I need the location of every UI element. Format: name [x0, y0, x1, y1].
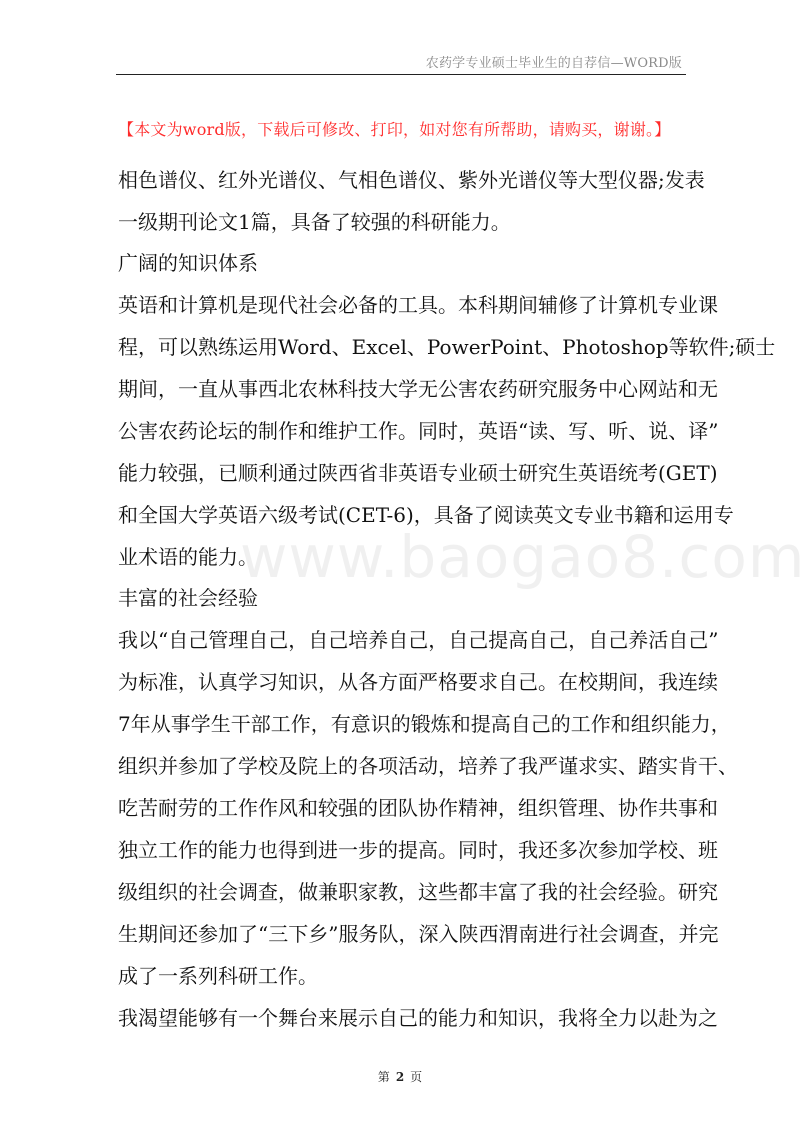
body-line: 生期间还参加了“三下乡”服务队，深入陕西渭南进行社会调查，并完 — [118, 922, 719, 946]
body-line: 能力较强，已顺利通过陕西省非英语专业硕士研究生英语统考(GET) — [118, 461, 718, 485]
body-line: 我以“自己管理自己，自己培养自己，自己提高自己，自己养活自己” — [118, 628, 719, 652]
body-line: 7年从事学生干部工作，有意识的锻炼和提高自己的工作和组织能力， — [118, 712, 731, 736]
body-line: 相色谱仪、红外光谱仪、气相色谱仪、紫外光谱仪等大型仪器;发表 — [118, 168, 705, 192]
site-watermark: www.baogao8.com — [240, 523, 805, 591]
body-line: 业术语的能力。 — [118, 545, 258, 569]
page-number: 2 — [395, 1070, 405, 1084]
body-line: 我渴望能够有一个舞台来展示自己的能力和知识，我将全力以赴为之 — [118, 1006, 718, 1030]
header-divider — [116, 74, 686, 75]
body-line: 吃苦耐劳的工作作风和较强的团队协作精神，组织管理、协作共事和 — [118, 796, 718, 820]
page-footer — [0, 1068, 800, 1085]
body-line: 独立工作的能力也得到进一步的提高。同时，我还多次参加学校、班 — [118, 838, 718, 862]
body-line: 公害农药论坛的制作和维护工作。同时，英语“读、写、听、说、译” — [118, 419, 719, 443]
section-heading-knowledge: 广阔的知识体系 — [118, 251, 258, 275]
body-line: 级组织的社会调查，做兼职家教，这些都丰富了我的社会经验。研究 — [118, 880, 718, 904]
footer-prefix: 第 — [377, 1070, 390, 1084]
body-line: 期间，一直从事西北农林科技大学无公害农药研究服务中心网站和无 — [118, 377, 718, 401]
body-line: 程，可以熟练运用Word、Excel、PowerPoint、Photoshop等软件;硕士 — [118, 335, 776, 359]
footer-suffix: 页 — [410, 1070, 423, 1084]
body-line: 为标准，认真学习知识，从各方面严格要求自己。在校期间，我连续 — [118, 670, 718, 694]
body-line: 组织并参加了学校及院上的各项活动，培养了我严谨求实、踏实肯干、 — [118, 754, 738, 778]
body-line: 英语和计算机是现代社会必备的工具。本科期间辅修了计算机专业课 — [118, 293, 718, 317]
body-line: 成了一系列科研工作。 — [118, 964, 318, 988]
document-body — [118, 159, 776, 1039]
section-heading-experience: 丰富的社会经验 — [118, 586, 258, 610]
page-header-title: 农药学专业硕士毕业生的自荐信—WORD版 — [425, 56, 682, 71]
download-notice: 【本文为word版，下载后可修改、打印，如对您有所帮助，请购买，谢谢。】 — [118, 120, 671, 139]
body-line: 一级期刊论文1篇，具备了较强的科研能力。 — [118, 210, 511, 234]
body-line: 和全国大学英语六级考试(CET-6)，具备了阅读英文专业书籍和运用专 — [118, 503, 734, 527]
